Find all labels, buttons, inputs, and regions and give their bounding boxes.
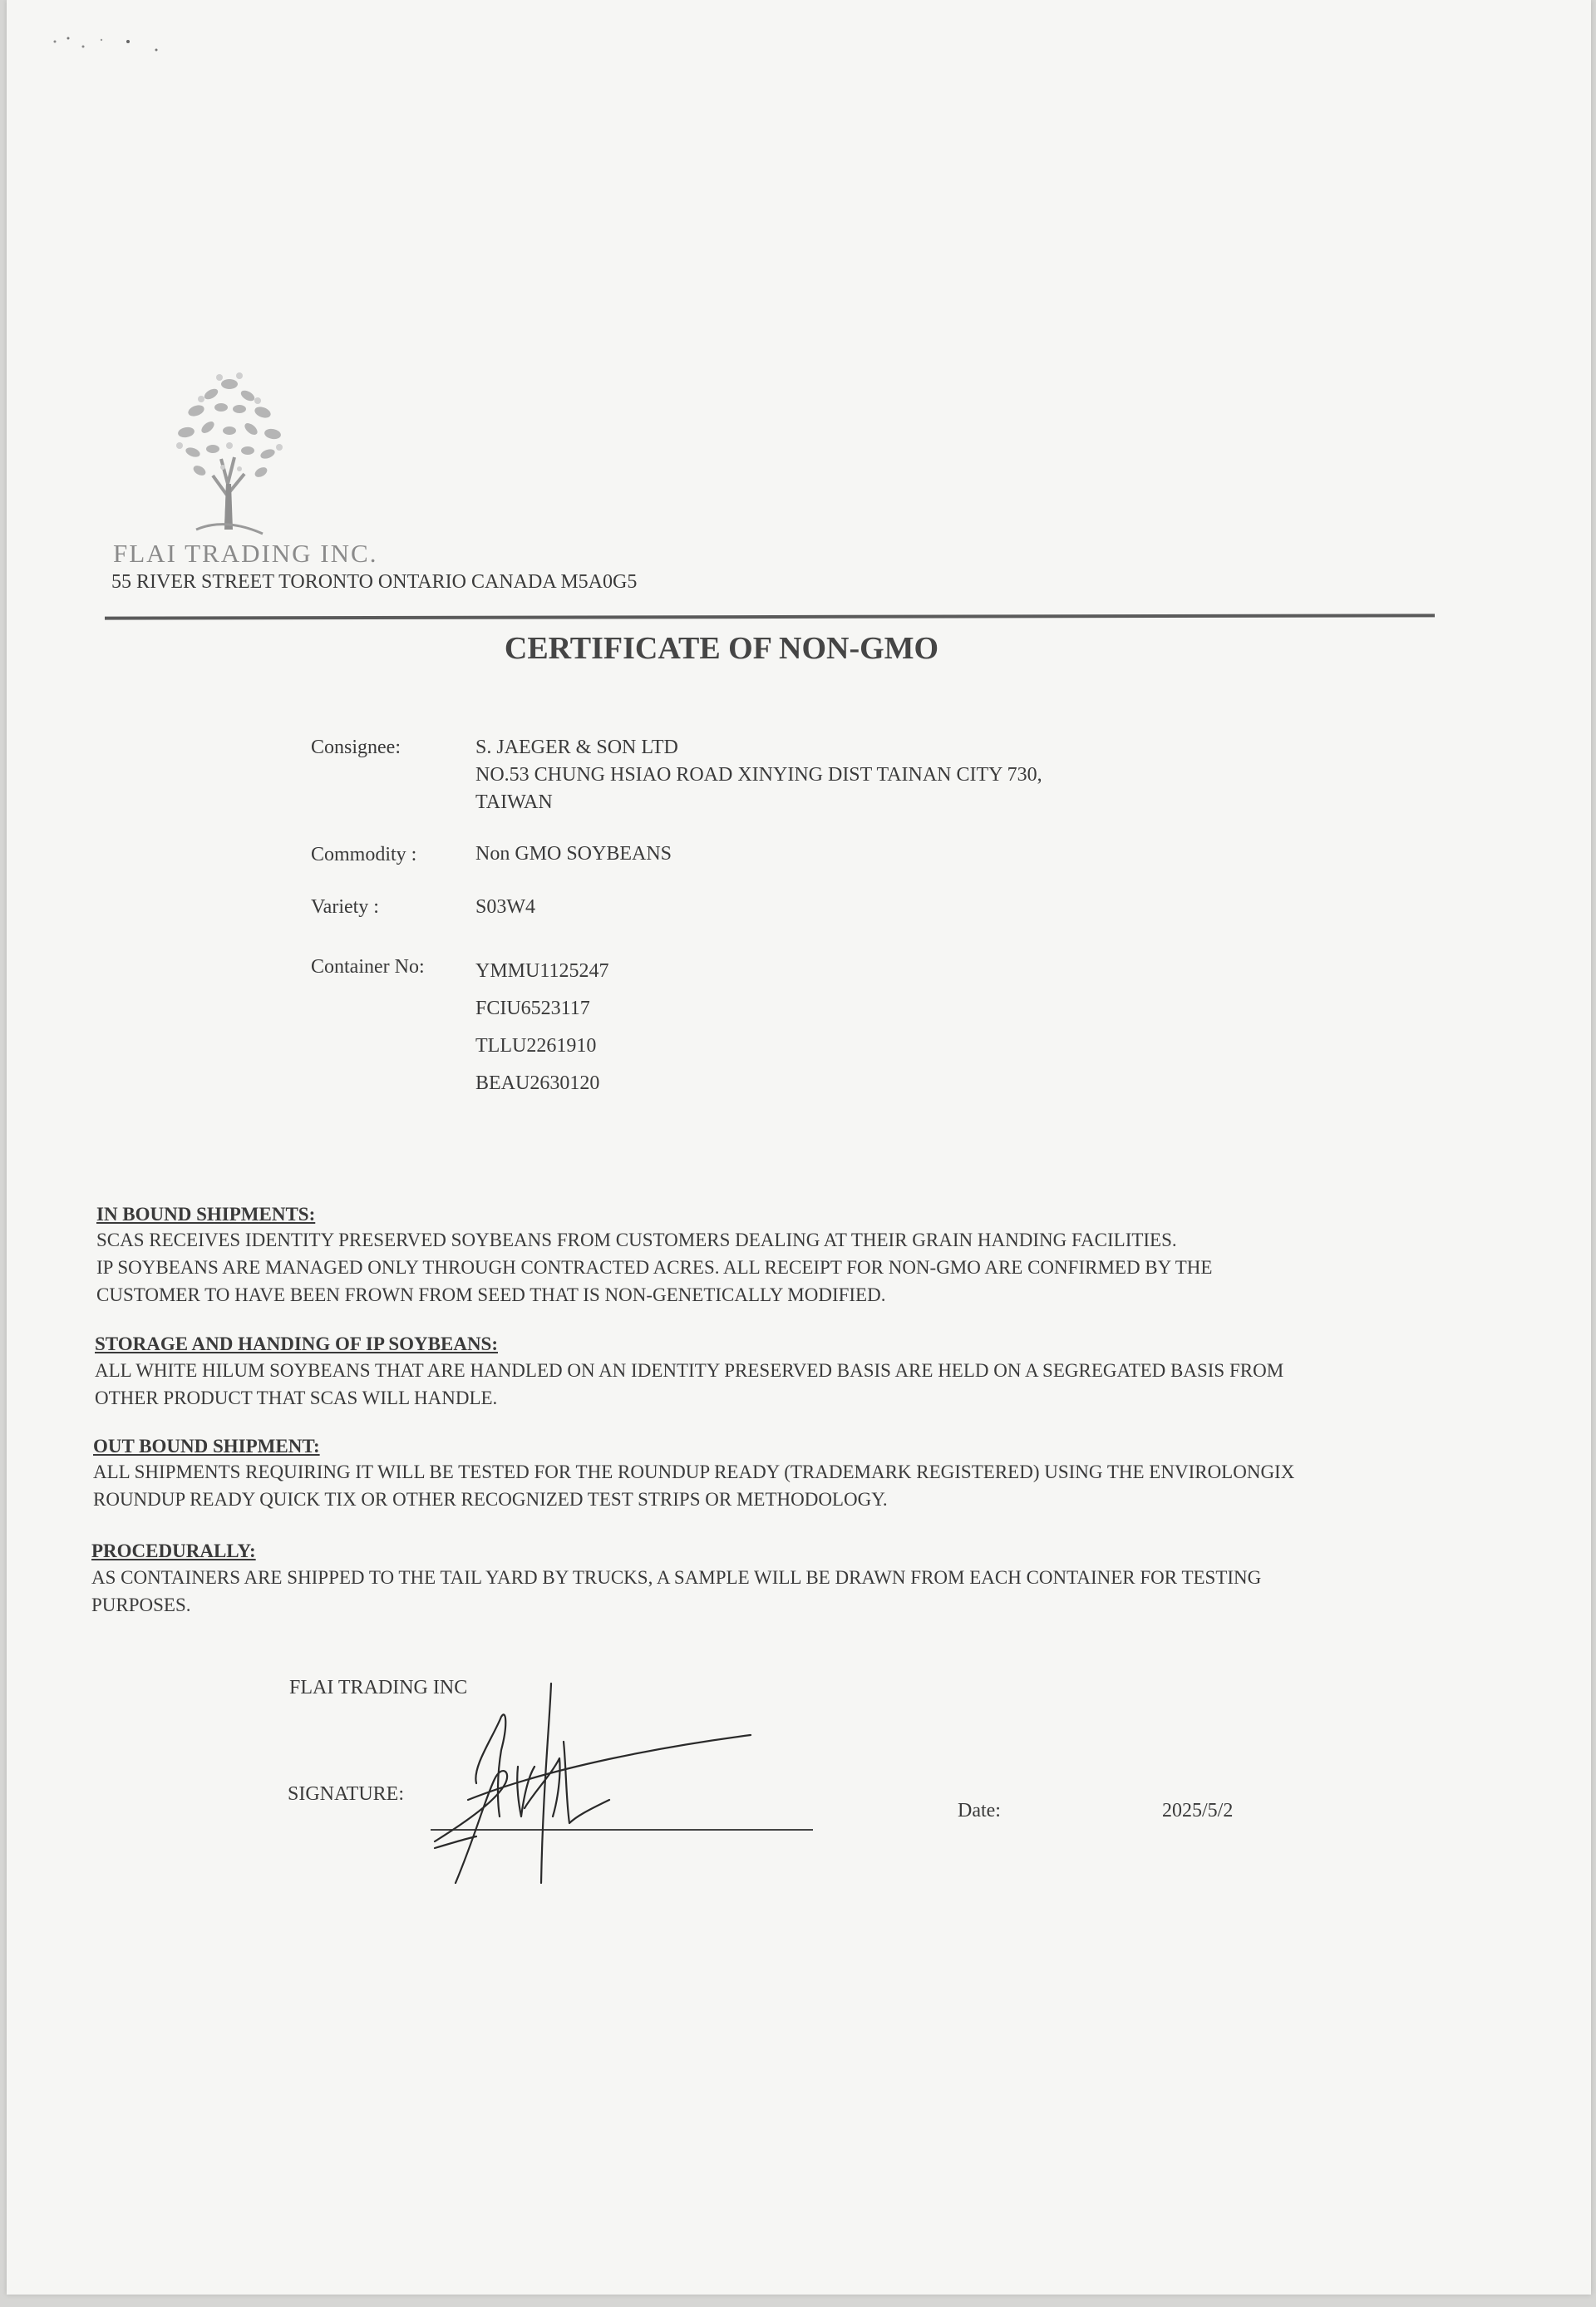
- handwritten-signature: [418, 1675, 767, 1900]
- header-divider: [105, 614, 1435, 619]
- document-title-text: CERTIFICATE OF NON-GMO: [504, 631, 939, 666]
- scan-specks: [50, 30, 175, 63]
- section-line: ROUNDUP READY QUICK TIX OR OTHER RECOGNIZED TEST STRIPS OR METHODOLOGY.: [93, 1489, 888, 1510]
- section-heading-outbound: OUT BOUND SHIPMENT:: [93, 1436, 320, 1457]
- company-name: FLAI TRADING INC.: [113, 539, 378, 568]
- section-heading-storage: STORAGE AND HANDING OF IP SOYBEANS:: [95, 1333, 498, 1354]
- certificate-page: [7, 0, 1591, 2295]
- section-line: ALL SHIPMENTS REQUIRING IT WILL BE TESTED FOR THE ROUNDUP READY (TRADEMARK REGISTERED) USING THE ENVIROLONGIX: [93, 1462, 1295, 1482]
- commodity-value: Non GMO SOYBEANS: [475, 843, 672, 865]
- signature-label: SIGNATURE:: [288, 1783, 405, 1805]
- consignee-value: [475, 734, 1042, 816]
- document-title: [7, 630, 1436, 667]
- date-value: 2025/5/2: [1162, 1800, 1234, 1821]
- section-line: PURPOSES.: [91, 1595, 191, 1615]
- section-body-procedurally: [91, 1564, 1438, 1619]
- section-heading-procedurally: PROCEDURALLY:: [91, 1540, 256, 1561]
- consignee-label: Consignee:: [311, 737, 401, 758]
- variety-value: S03W4: [475, 896, 535, 918]
- consignee-line: S. JAEGER & SON LTD: [475, 737, 678, 758]
- container-list: [475, 953, 608, 1102]
- section-body-storage: [95, 1357, 1441, 1412]
- section-heading-inbound: IN BOUND SHIPMENTS:: [96, 1204, 316, 1225]
- tree-logo-icon: [146, 359, 313, 542]
- section-line: ALL WHITE HILUM SOYBEANS THAT ARE HANDLED ON AN IDENTITY PRESERVED BASIS ARE HELD ON A SEGREGATED BASIS FROM: [95, 1360, 1284, 1381]
- date-label: Date:: [958, 1800, 1001, 1821]
- container-label: Container No:: [311, 956, 425, 978]
- section-body-inbound: [96, 1226, 1443, 1309]
- company-address: 55 RIVER STREET TORONTO ONTARIO CANADA M5A0G5: [111, 571, 638, 593]
- commodity-label: Commodity :: [311, 844, 417, 865]
- variety-label: Variety :: [311, 896, 379, 918]
- container-number: FCIU6523117: [475, 998, 590, 1019]
- consignee-line: NO.53 CHUNG HSIAO ROAD XINYING DIST TAINAN CITY 730,: [475, 764, 1042, 786]
- section-line: IP SOYBEANS ARE MANAGED ONLY THROUGH CONTRACTED ACRES. ALL RECEIPT FOR NON-GMO ARE CONFIRMED BY THE: [96, 1257, 1213, 1278]
- section-line: SCAS RECEIVES IDENTITY PRESERVED SOYBEANS FROM CUSTOMERS DEALING AT THEIR GRAIN HANDING FACILITIES.: [96, 1230, 1177, 1250]
- section-line: OTHER PRODUCT THAT SCAS WILL HANDLE.: [95, 1388, 498, 1408]
- container-number: YMMU1125247: [475, 960, 609, 982]
- container-number: BEAU2630120: [475, 1072, 600, 1094]
- signer-company: FLAI TRADING INC: [289, 1677, 468, 1698]
- consignee-line: TAIWAN: [475, 791, 553, 813]
- container-number: TLLU2261910: [475, 1035, 597, 1057]
- section-line: CUSTOMER TO HAVE BEEN FROWN FROM SEED THAT IS NON-GENETICALLY MODIFIED.: [96, 1284, 886, 1305]
- section-body-outbound: [93, 1458, 1440, 1513]
- section-line: AS CONTAINERS ARE SHIPPED TO THE TAIL YARD BY TRUCKS, A SAMPLE WILL BE DRAWN FROM EACH CONTAINER FOR TESTING: [91, 1567, 1262, 1588]
